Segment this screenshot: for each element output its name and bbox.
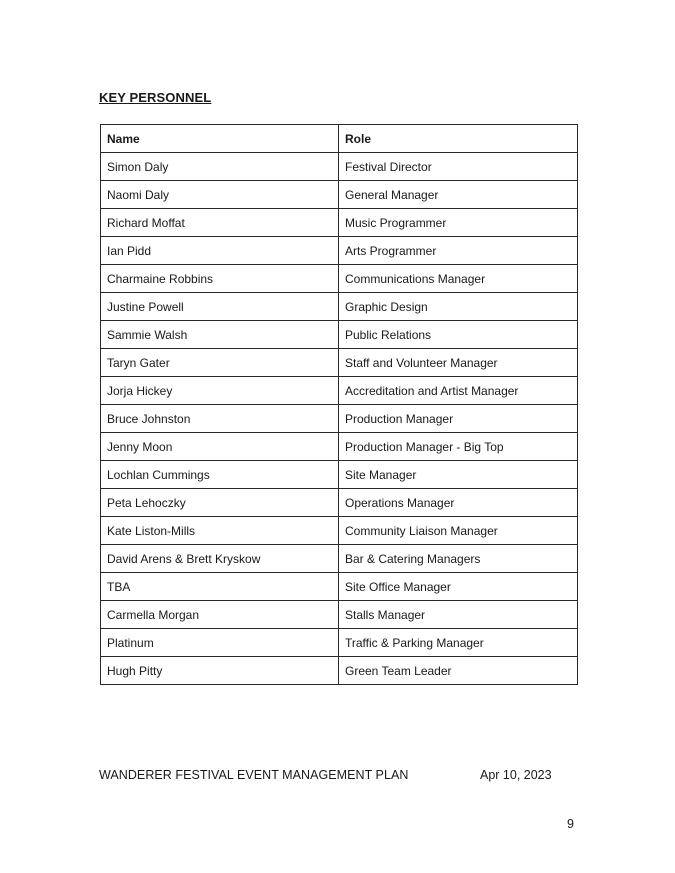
table-row [101, 545, 578, 573]
role-cell: Music Programmer [339, 209, 578, 237]
role-cell: Arts Programmer [339, 237, 578, 265]
table-row [101, 209, 578, 237]
name-cell: Richard Moffat [101, 209, 339, 237]
name-cell: Peta Lehoczky [101, 489, 339, 517]
table-row [101, 405, 578, 433]
table-body [101, 153, 578, 685]
name-cell: Platinum [101, 629, 339, 657]
name-cell: Hugh Pitty [101, 657, 339, 685]
table-row [101, 433, 578, 461]
role-cell: Community Liaison Manager [339, 517, 578, 545]
name-cell: Justine Powell [101, 293, 339, 321]
name-cell: Sammie Walsh [101, 321, 339, 349]
name-cell: Carmella Morgan [101, 601, 339, 629]
name-cell: Lochlan Cummings [101, 461, 339, 489]
footer-document-title: WANDERER FESTIVAL EVENT MANAGEMENT PLAN [99, 768, 409, 782]
role-cell: General Manager [339, 181, 578, 209]
role-cell: Traffic & Parking Manager [339, 629, 578, 657]
name-cell: Bruce Johnston [101, 405, 339, 433]
footer-date: Apr 10, 2023 [480, 768, 552, 782]
table-row [101, 601, 578, 629]
table-row [101, 517, 578, 545]
role-cell: Production Manager [339, 405, 578, 433]
section-heading: KEY PERSONNEL [99, 90, 212, 105]
role-cell: Bar & Catering Managers [339, 545, 578, 573]
table-row [101, 629, 578, 657]
table-row [101, 657, 578, 685]
table-row [101, 293, 578, 321]
role-cell: Production Manager - Big Top [339, 433, 578, 461]
role-cell: Operations Manager [339, 489, 578, 517]
name-cell: Naomi Daly [101, 181, 339, 209]
key-personnel-table [100, 124, 578, 685]
page-number: 9 [567, 817, 574, 831]
name-cell: Charmaine Robbins [101, 265, 339, 293]
name-cell: Jorja Hickey [101, 377, 339, 405]
column-header-name: Name [101, 125, 339, 153]
role-cell: Site Manager [339, 461, 578, 489]
role-cell: Public Relations [339, 321, 578, 349]
table-row [101, 461, 578, 489]
table-row [101, 377, 578, 405]
column-header-role: Role [339, 125, 578, 153]
table-row [101, 573, 578, 601]
role-cell: Staff and Volunteer Manager [339, 349, 578, 377]
name-cell: Ian Pidd [101, 237, 339, 265]
table-row [101, 349, 578, 377]
table-row [101, 489, 578, 517]
table-header-row [101, 125, 578, 153]
role-cell: Communications Manager [339, 265, 578, 293]
table-row [101, 153, 578, 181]
role-cell: Site Office Manager [339, 573, 578, 601]
table-row [101, 265, 578, 293]
name-cell: Simon Daly [101, 153, 339, 181]
role-cell: Graphic Design [339, 293, 578, 321]
role-cell: Green Team Leader [339, 657, 578, 685]
table-row [101, 321, 578, 349]
name-cell: Kate Liston-Mills [101, 517, 339, 545]
name-cell: TBA [101, 573, 339, 601]
name-cell: David Arens & Brett Kryskow [101, 545, 339, 573]
name-cell: Jenny Moon [101, 433, 339, 461]
role-cell: Stalls Manager [339, 601, 578, 629]
role-cell: Accreditation and Artist Manager [339, 377, 578, 405]
name-cell: Taryn Gater [101, 349, 339, 377]
table-row [101, 181, 578, 209]
role-cell: Festival Director [339, 153, 578, 181]
table-row [101, 237, 578, 265]
